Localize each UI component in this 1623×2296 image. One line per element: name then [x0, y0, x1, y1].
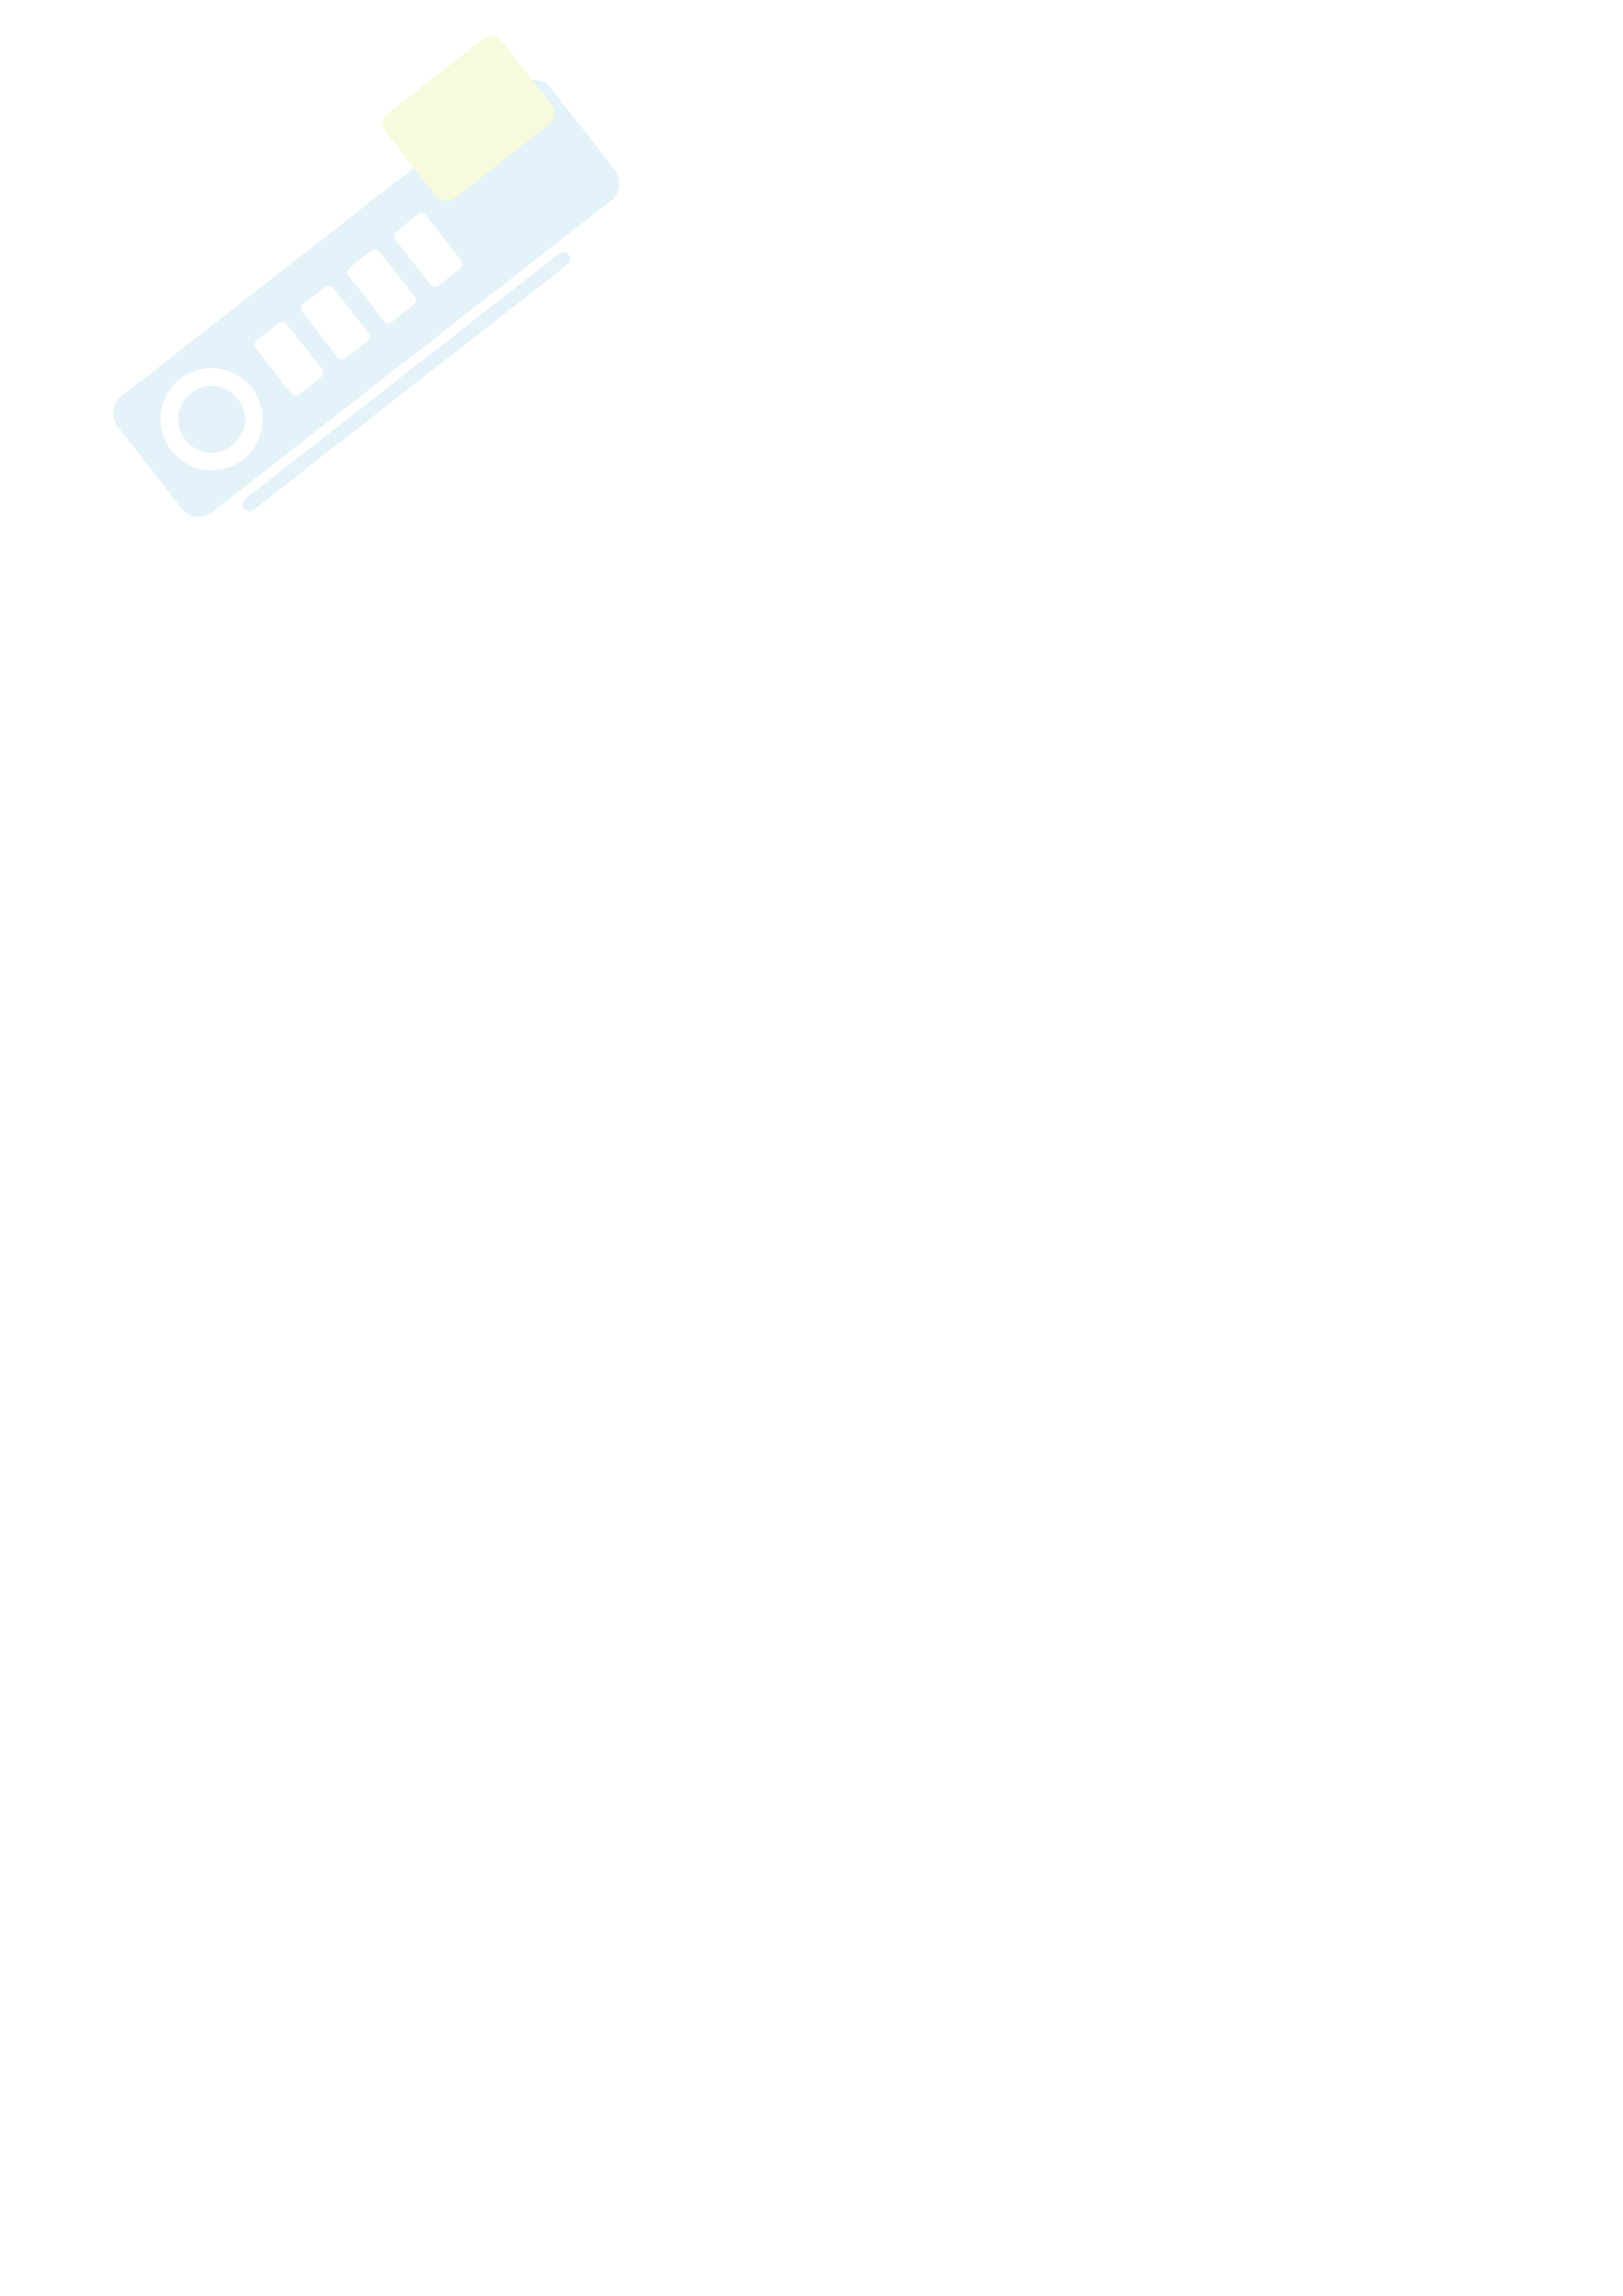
document-body: [253, 191, 1338, 228]
paragraph-sacramento-intro: [253, 191, 1338, 228]
logo-watermark-icon: [20, 20, 707, 569]
